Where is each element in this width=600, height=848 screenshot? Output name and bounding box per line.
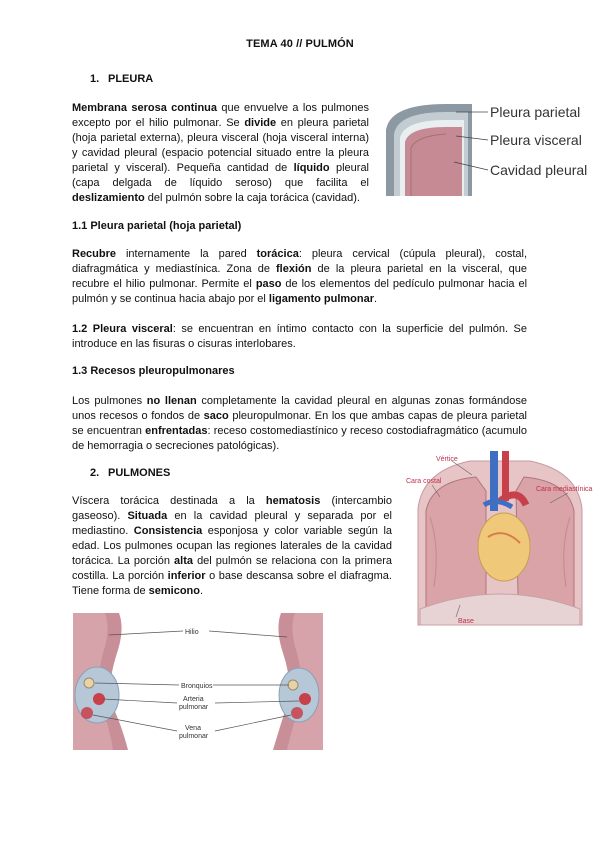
text-run: esponjosa y color variable según la edad. Los pulmones ocupan las regiones laterales de la cavidad torácica. La porción — [72, 525, 393, 567]
subheading-pleura-parietal: 1.1 Pleura parietal (hoja parietal) — [72, 220, 242, 232]
text-run: : pleura cervical (cúpula pleural), costal, diafragmática y mediastínica. Zona de — [72, 248, 527, 275]
label-base: Base — [458, 618, 474, 625]
bold-run: ligamento pulmonar — [268, 293, 375, 305]
bold-run: deslizamiento — [72, 192, 145, 204]
label-cara-costal: Cara costal — [406, 478, 442, 485]
text-run: : se encuentran en íntimo contacto con la superficie del pulmón. Se introduce en las fisuras o cisuras interlobares. — [72, 323, 528, 350]
text-run: . — [374, 293, 378, 305]
label-pleura-parietal: Pleura parietal — [490, 104, 581, 120]
section-number: 2. — [90, 467, 100, 479]
text-run: en la cavidad pleural y separada por el mediastino. — [72, 510, 392, 537]
page-title: TEMA 40 // PULMÓN — [246, 38, 354, 50]
label-arteria-2: pulmonar — [179, 704, 209, 711]
label-pleura-visceral: Pleura visceral — [490, 132, 582, 148]
text-run: completamente la cavidad pleural en algunas zonas formándose unos recesos o fondos de — [72, 395, 527, 422]
section-title: PLEURA — [108, 73, 154, 85]
bold-run: enfrentadas — [145, 425, 208, 437]
text-run: del pulmón sobre la caja torácica (cavidad). — [144, 192, 360, 204]
text-run: Los pulmones — [72, 395, 147, 407]
bold-run: 1.2 Pleura visceral — [72, 323, 173, 335]
subheading-recesos: 1.3 Recesos pleuropulmonares — [72, 365, 235, 377]
bold-run: Situada — [127, 510, 168, 522]
pulmones-paragraph — [72, 494, 392, 599]
pleura-intro-paragraph — [72, 101, 369, 206]
bold-run: alta — [174, 555, 194, 567]
text-run: o base descansa sobre el diafragma. Tiene forma de — [72, 570, 392, 597]
label-vertice: Vértice — [436, 456, 458, 463]
section-heading-pleura — [90, 73, 153, 85]
label-vena: Vena — [185, 725, 201, 732]
bold-run: torácica — [256, 248, 299, 260]
label-hilio: Hilio — [185, 629, 199, 636]
right-bronchus-shape — [84, 678, 94, 688]
text-run: Víscera torácica destinada a la — [72, 495, 266, 507]
section-number: 1. — [90, 73, 100, 85]
recesos-paragraph — [72, 394, 527, 454]
bold-run: inferior — [167, 570, 206, 582]
heart-shape — [478, 513, 530, 581]
text-run: pleuropulmonar. En los que ambas capas de pleura parietal se encuentran — [72, 410, 528, 437]
right-vein-shape — [81, 707, 93, 719]
text-run: (intercambio gaseoso). — [72, 495, 392, 522]
left-artery-shape — [299, 693, 311, 705]
bold-run: semicono — [148, 585, 200, 597]
pleura-layers-figure — [376, 100, 588, 196]
bold-run: divide — [244, 117, 277, 129]
label-vena-2: pulmonar — [179, 733, 209, 740]
text-run: del pulmón se relaciona con la primera costilla. La porción — [72, 555, 392, 582]
text-run: que envuelve a los pulmones excepto por el hilio pulmonar. Se — [72, 102, 369, 129]
text-run: pleural (capa delgada de líquido seroso) que facilita el — [72, 162, 369, 189]
pleura-parietal-paragraph — [72, 247, 527, 307]
text-run: de los elementos del pedículo pulmonar hacia el pulmón y se continua hacia abajo por el — [72, 278, 528, 305]
thorax-lungs-figure — [400, 447, 600, 627]
bold-run: saco — [203, 410, 229, 422]
left-bronchus-shape — [288, 680, 298, 690]
label-bronquios: Bronquios — [181, 683, 213, 690]
text-run: de la pleura parietal en la visceral, que recubre el hilio pulmonar. Permite el — [72, 263, 527, 290]
bold-run: Recubre — [72, 248, 117, 260]
left-vein-shape — [291, 707, 303, 719]
lung-tissue-shape — [405, 127, 462, 196]
section-title: PULMONES — [108, 467, 171, 479]
text-run: . — [200, 585, 204, 597]
label-arteria: Arteria — [183, 696, 204, 703]
text-run: : receso costomediastínico y receso costodiafragmático (acumulo de hemorragia o secreciones patológicas). — [72, 425, 527, 452]
bold-run: Consistencia — [133, 525, 203, 537]
bold-run: hematosis — [265, 495, 321, 507]
bold-run: paso — [255, 278, 282, 290]
text-run: internamente la pared — [116, 248, 257, 260]
hilio-figure — [73, 613, 323, 750]
section-heading-pulmones — [90, 467, 170, 479]
bold-run: líquido — [293, 162, 330, 174]
bold-run: Membrana serosa continua — [72, 102, 218, 114]
bold-run: no llenan — [146, 395, 197, 407]
pleura-visceral-paragraph — [72, 322, 527, 352]
label-cavidad-pleural: Cavidad pleural — [490, 162, 588, 178]
bold-run: flexión — [276, 263, 312, 275]
label-cara-mediastinica: Cara mediastínica — [536, 486, 593, 493]
text-run: en pleura parietal (hoja parietal externa), pleura visceral (hoja visceral interna) y cavidad pleural (espacio potencial situado entre la pleura parietal y visceral). Pequeña cantidad de — [72, 117, 369, 174]
